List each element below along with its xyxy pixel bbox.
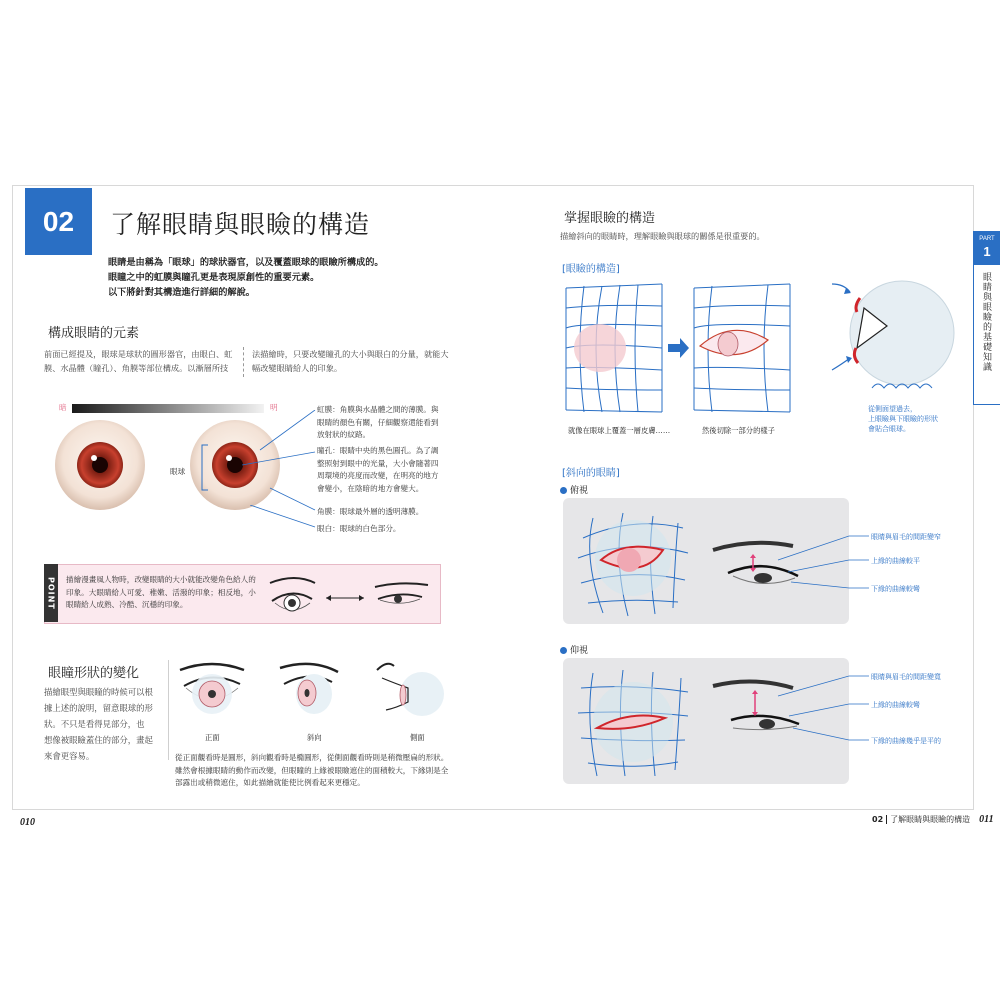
section-text-right bbox=[252, 347, 449, 375]
text-line: 據上述的說明，留意眼球的形 bbox=[44, 703, 153, 713]
callout-sclera: 眼白：眼球的白色部分。 bbox=[317, 524, 401, 533]
text-line: 前面已經提及，眼球是球狀的圓形器官，由眼白、虹 bbox=[44, 349, 233, 359]
text-line: 描繪眼型與眼瞳的時候可以根 bbox=[44, 687, 153, 697]
pupil-divider bbox=[168, 660, 169, 760]
gradient-light-label: 明 bbox=[270, 403, 278, 412]
section-heading-eyelid: 掌握眼瞼的構造 bbox=[560, 206, 659, 227]
label-oblique-eyes: [斜向的眼睛] bbox=[562, 468, 620, 479]
anno-up-1: 眼睛與眉毛的間距變寬 bbox=[871, 673, 941, 681]
chapter-intro bbox=[108, 255, 384, 300]
caption-oblique: 斜向 bbox=[307, 733, 322, 742]
note-line: 雖然會根據眼睛的動作而改變，但眼瞳的上緣被眼瞼遮住的面積較大，下緣則是全 bbox=[175, 765, 449, 775]
text-line: 膜、水晶體（瞳孔）、角膜等部位構成。以漸層所技 bbox=[44, 363, 229, 373]
point-line: 眼睛給人成熟、冷酷、沉穩的印象。 bbox=[66, 600, 188, 609]
intro-line: 眼瞳之中的虹膜與瞳孔更是表現原創性的重要元素。 bbox=[108, 272, 320, 283]
caption-side: 側面 bbox=[410, 733, 425, 742]
text-line: 幅改變眼睛給人的印象。 bbox=[252, 363, 343, 373]
callout-line: 周環境的亮度而改變，在明亮的地方 bbox=[317, 471, 439, 480]
page-number-right: 011 bbox=[979, 814, 994, 825]
part-tab-text: 眼睛與眼瞼的基礎知識 bbox=[981, 272, 991, 372]
text-line: 來會更容易。 bbox=[44, 751, 95, 761]
section-text-pupil bbox=[44, 684, 153, 764]
chapter-number-badge bbox=[25, 188, 92, 255]
front-view-eye bbox=[180, 664, 244, 714]
part-tab-header bbox=[973, 231, 1000, 265]
point-tag: POINT bbox=[44, 564, 58, 622]
footer-chapter-number: 02 bbox=[872, 815, 884, 824]
column-divider bbox=[243, 347, 244, 377]
callout-leader-lines bbox=[250, 505, 320, 535]
callout-line: 會變小，在陰暗的地方會變大。 bbox=[317, 483, 424, 493]
note-line: 部露出或稍微遮住，如此描繪就能使比例看起來更穩定。 bbox=[175, 778, 365, 787]
intro-line: 以下將針對其構造進行詳細的解說。 bbox=[108, 287, 255, 298]
section-heading-eye-elements: 構成眼睛的元素 bbox=[44, 321, 143, 342]
view-up-label: 仰視 bbox=[560, 643, 588, 656]
eyeball-label: 眼球 bbox=[170, 467, 186, 476]
callout-cornea: 角膜：眼球最外層的透明薄膜。 bbox=[317, 507, 424, 516]
small-eye-sketch bbox=[375, 583, 428, 603]
footer-chapter-title: 了解眼睛與眼瞼的構造 bbox=[890, 815, 971, 824]
part-label: PART bbox=[979, 236, 995, 242]
grid-eyelid bbox=[694, 284, 790, 412]
note-line: 從正面觀看時是圓形，斜向觀看時是橢圓形，從側面觀看時則是稍微壓扁的形狀。 bbox=[175, 753, 449, 762]
side-eyeball-diagram bbox=[832, 281, 954, 388]
anno-down-1: 眼睛與眉毛的間距變窄 bbox=[871, 533, 941, 541]
note-line: 會貼合眼球。 bbox=[868, 425, 910, 433]
side-note bbox=[868, 404, 938, 434]
chapter-title: 了解眼睛與眼瞼的構造 bbox=[110, 210, 371, 239]
view-down-label: 俯視 bbox=[560, 483, 588, 496]
anno-down-3: 下緣的曲線較彎 bbox=[871, 585, 920, 593]
callout-line: 放射狀的紋路。 bbox=[317, 430, 371, 439]
caption-eyelid-cover: 就像在眼球上覆蓋一層皮膚…… bbox=[568, 426, 671, 435]
page-number-left: 010 bbox=[20, 817, 35, 828]
anno-down-2: 上緣的曲線較平 bbox=[871, 557, 920, 565]
grid-eyeball bbox=[566, 284, 662, 412]
eyeball-right bbox=[190, 410, 315, 510]
anno-up-3: 下緣的曲線幾乎是平的 bbox=[871, 737, 941, 745]
point-text bbox=[66, 574, 256, 612]
leader-lines-up bbox=[849, 658, 869, 784]
part-number: 1 bbox=[983, 244, 991, 259]
eyelid-structure-diagram bbox=[562, 278, 967, 423]
text-line: 想像被眼瞼蓋住的部分，畫起 bbox=[44, 735, 153, 745]
note-line: 從側面望過去， bbox=[868, 405, 917, 413]
gap-arrow-icon bbox=[752, 690, 758, 716]
running-footer bbox=[872, 814, 994, 825]
intro-line: 眼睛是由稱為「眼球」的球狀器官，以及覆蓋眼球的眼瞼所構成的。 bbox=[108, 257, 384, 268]
looking-down-illustration bbox=[563, 498, 849, 624]
callout-pupil bbox=[317, 445, 447, 495]
callout-line: 虹膜：角膜與水晶體之間的薄膜。與 bbox=[317, 405, 439, 414]
point-line: 印象。大眼睛給人可愛、稚嫩、活潑的印象；相反地，小 bbox=[66, 587, 256, 597]
caption-front: 正面 bbox=[205, 733, 220, 742]
callout-line: 眼睛的顏色有關，仔細觀察還能看到 bbox=[317, 417, 439, 427]
label-eyelid-structure: [眼瞼的構造] bbox=[562, 264, 620, 275]
double-arrow-icon bbox=[326, 595, 364, 601]
text-line: 法描繪時，只要改變瞳孔的大小與眼白的分量，就能大 bbox=[252, 349, 449, 359]
oblique-view-eye bbox=[280, 664, 338, 714]
callout-line: 整照射到眼中的光量，大小會隨著四 bbox=[317, 458, 439, 468]
section-text-left bbox=[44, 347, 232, 375]
eyeball-left bbox=[55, 420, 145, 510]
footer-divider bbox=[886, 815, 887, 824]
pupil-note bbox=[175, 752, 448, 790]
section-text-eyelid: 描繪斜向的眼睛時，理解眼瞼與眼球的關係是很重要的。 bbox=[560, 231, 765, 241]
point-line: 描繪漫畫風人物時，改變眼睛的大小就能改變角色給人的 bbox=[66, 575, 256, 584]
eyeball-illustrations bbox=[50, 410, 320, 520]
section-heading-pupil-shape: 眼瞳形狀的變化 bbox=[44, 661, 143, 682]
gradient-dark-label: 暗 bbox=[59, 403, 67, 412]
looking-up-illustration bbox=[563, 658, 849, 784]
callout-line: 瞳孔：眼睛中央的黑色圓孔。為了調 bbox=[317, 446, 439, 455]
point-eye-comparison bbox=[260, 573, 438, 621]
big-eye-sketch bbox=[270, 578, 315, 611]
arrow-right-icon bbox=[668, 338, 689, 358]
chapter-number: 02 bbox=[42, 205, 75, 237]
note-line: 上眼瞼與下眼瞼的形狀 bbox=[868, 415, 938, 423]
gap-arrow-icon bbox=[750, 554, 756, 572]
caption-eyelid-cut: 然後切除一部分的樣子 bbox=[702, 426, 775, 435]
anno-up-2: 上緣的曲線較彎 bbox=[871, 701, 920, 709]
text-line: 狀。不只是看得見部分，也 bbox=[44, 719, 145, 729]
leader-lines-down bbox=[849, 498, 869, 624]
side-view-eye bbox=[377, 664, 444, 716]
callout-iris bbox=[317, 404, 447, 442]
pupil-shape-illustrations bbox=[172, 658, 447, 733]
